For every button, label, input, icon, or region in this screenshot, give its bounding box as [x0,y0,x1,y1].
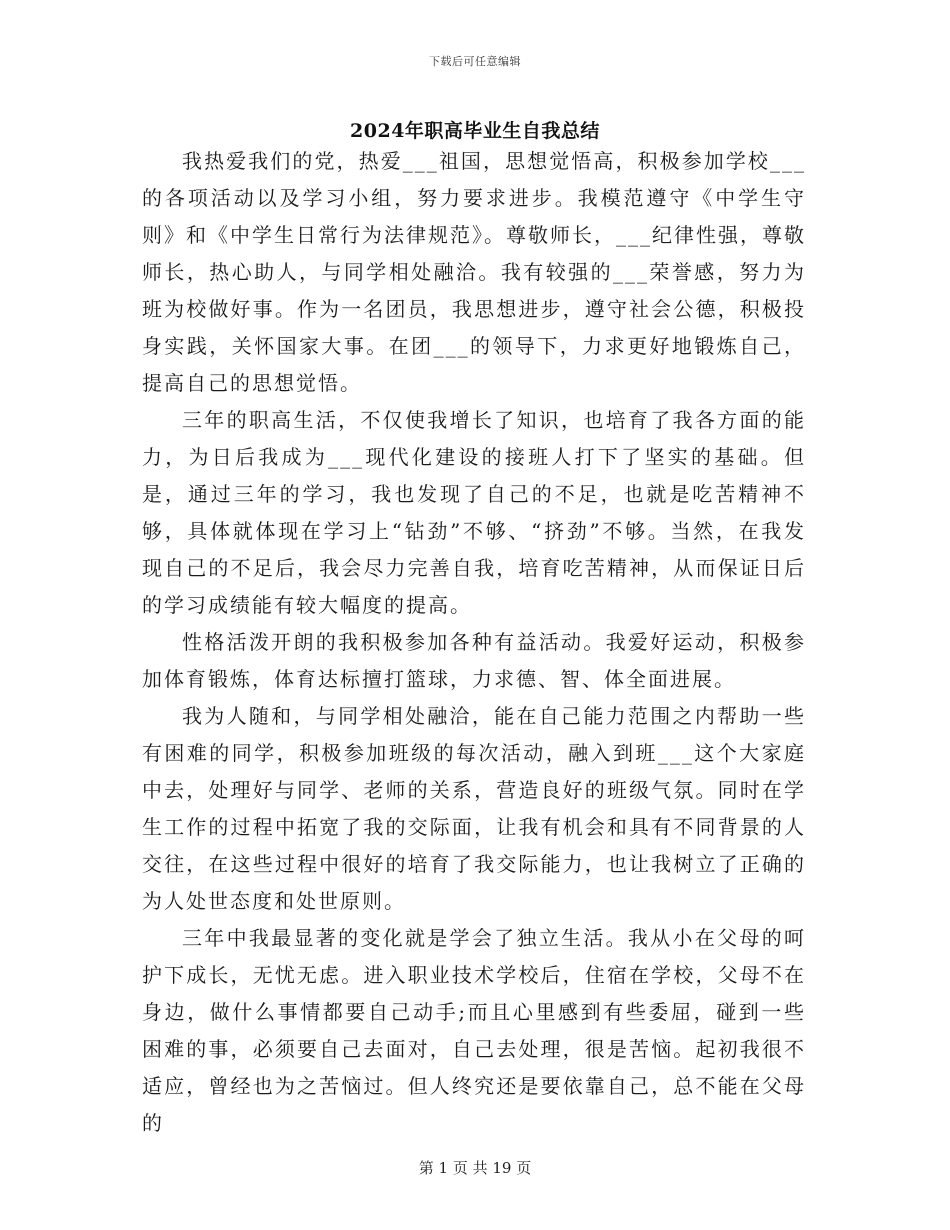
paragraph-relationships: 我为人随和，与同学相处融洽，能在自己能力范围之内帮助一些有困难的同学，积极参加班级的每次活动，融入到班___这个大家庭中去，处理好与同学、老师的关系，营造良好的班级气氛。同时在学生工作的过程中拓宽了我的交际面，让我有机会和具有不同背景的人交往，在这些过程中很好的培育了我交际能力，也让我树立了正确的为人处世态度和处世原则。 [142,704,806,913]
paragraph-political-stance: 我热爱我们的党，热爱___祖国，思想觉悟高，积极参加学校___的各项活动以及学习小组，努力要求进步。我模范遵守《中学生守则》和《中学生日常行为法律规范》。尊敬师长，___纪律性强，尊敬师长，热心助人，与同学相处融洽。我有较强的___荣誉感，努力为班为校做好事。作为一名团员，我思想进步，遵守社会公德，积极投身实践，关怀国家大事。在团___的领导下，力求更好地锻炼自己，提高自己的思想觉悟。 [142,149,806,395]
paragraph-independence: 三年中我最显著的变化就是学会了独立生活。我从小在父母的呵护下成长，无忧无虑。进入职业技术学校后，住宿在学校，父母不在身边，做什么事情都要自己动手;而且心里感到有些委屈，碰到一些困难的事，必须要自己去面对，自己去处理，很是苦恼。起初我很不适应，曾经也为之苦恼过。但人终究还是要依靠自己，总不能在父母的 [142,926,806,1135]
header-note: 下载后可任意编辑 [429,55,521,68]
paragraph-school-life: 三年的职高生活，不仅使我增长了知识，也培育了我各方面的能力，为日后我成为___现代化建设的接班人打下了坚实的基础。但是，通过三年的学习，我也发现了自己的不足，也就是吃苦精神不够，具体就体现在学习上“钻劲”不够、“挤劲”不够。当然，在我发现自己的不足后，我会尽力完善自我，培育吃苦精神，从而保证日后的学习成绩能有较大幅度的提高。 [142,408,806,617]
page-number: 第 1 页 共 19 页 [418,1159,532,1177]
document-title: 2024年职高毕业生自我总结 [350,120,600,142]
document-body [142,143,806,1142]
paragraph-activities: 性格活泼开朗的我积极参加各种有益活动。我爱好运动，积极参加体育锻炼，体育达标擅打篮球，力求德、智、体全面进展。 [142,630,806,691]
